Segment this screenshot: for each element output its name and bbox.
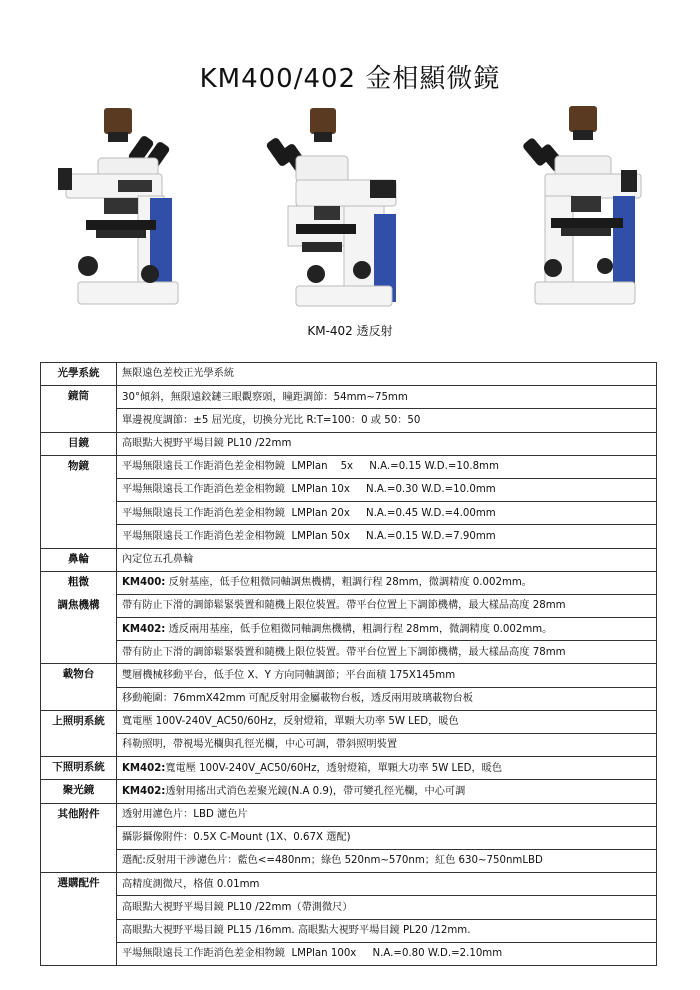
spec-row [41,618,657,641]
spec-value [117,849,657,872]
spec-category: 選購配件 [41,873,117,896]
spec-text: 帶有防止下滑的調節鬆緊裝置和隨機上限位裝置。帶平台位置上下調節機構，最大樣品高度 28mm [122,600,566,612]
microscope-photo-right [505,96,655,318]
spec-category: 物鏡 [41,455,117,478]
spec-text: 攝影攝像附件：0.5X C-Mount (1X、0.67X 選配) [122,832,351,844]
spec-category [41,641,117,664]
spec-category: 調焦機構 [41,594,117,617]
spec-category [41,896,117,919]
spec-row [41,803,657,826]
model-label: KM402: [122,762,166,774]
spec-text: 移動範圍：76mmX42mm 可配反射用金屬載物台板，透反兩用玻璃載物台板 [122,693,473,705]
spec-text: 透射用濾色片：LBD 濾色片 [122,809,248,821]
model-label: KM402: [122,785,166,797]
spec-value [117,803,657,826]
spec-row [41,942,657,965]
spec-category: 鏡筒 [41,386,117,409]
spec-text: 高眼點大視野平場目鏡 PL10 /22mm [122,438,292,450]
spec-row [41,919,657,942]
spec-text: 30°傾斜，無限遠鉸鏈三眼觀察頭，瞳距調節：54mm~75mm [122,391,408,403]
spec-text: 寬電壓 100V-240V_AC50/60Hz，透射燈箱，單顆大功率 5W LED，暖色 [165,762,503,774]
spec-text: 平場無限遠長工作距消色差金相物鏡 LMPlan 100x N.A.=0.80 W.D.=2.10mm [122,948,503,960]
spec-value [117,873,657,896]
spec-row [41,478,657,501]
spec-category [41,409,117,432]
spec-row [41,641,657,664]
spec-table [40,362,657,966]
spec-category: 聚光鏡 [41,780,117,803]
spec-row [41,757,657,780]
spec-value [117,757,657,780]
spec-value [117,432,657,455]
spec-row [41,432,657,455]
spec-category [41,502,117,525]
spec-category: 目鏡 [41,432,117,455]
spec-row [41,386,657,409]
spec-value [117,478,657,501]
spec-value [117,571,657,594]
spec-row [41,363,657,386]
spec-category: 其他附件 [41,803,117,826]
spec-text: 寬電壓 100V-240V_AC50/60Hz，反射燈箱，單顆大功率 5W LED，暖色 [122,716,459,728]
spec-value [117,710,657,733]
spec-category: 載物台 [41,664,117,687]
spec-row [41,710,657,733]
spec-category: 下照明系統 [41,757,117,780]
spec-text: 平場無限遠長工作距消色差金相物鏡 LMPlan 5x N.A.=0.15 W.D.=10.8mm [122,461,499,473]
spec-value [117,664,657,687]
spec-value [117,641,657,664]
spec-text: 科勒照明，帶視場光欄與孔徑光欄，中心可調，帶斜照明裝置 [122,739,398,751]
spec-value [117,618,657,641]
spec-category: 粗微 [41,571,117,594]
model-label: KM400: [122,577,166,589]
spec-row [41,502,657,525]
spec-row [41,826,657,849]
spec-row [41,455,657,478]
spec-row [41,525,657,548]
spec-category: 鼻輪 [41,548,117,571]
spec-value [117,896,657,919]
spec-category [41,919,117,942]
model-label: KM402: [122,623,166,635]
spec-text: 帶有防止下滑的調節鬆緊裝置和隨機上限位裝置。帶平台位置上下調節機構，最大樣品高度 78mm [122,646,566,658]
spec-text: 平場無限遠長工作距消色差金相物鏡 LMPlan 20x N.A.=0.45 W.D.=4.00mm [122,507,496,519]
spec-value [117,594,657,617]
spec-text: 內定位五孔鼻輪 [122,553,194,565]
spec-category: 上照明系統 [41,710,117,733]
spec-row [41,571,657,594]
spec-row [41,687,657,710]
microscope-photo-center [252,96,402,318]
spec-value [117,548,657,571]
spec-value [117,919,657,942]
spec-text: 高精度測微尺，格值 0.01mm [122,878,260,890]
spec-value [117,780,657,803]
spec-row [41,780,657,803]
spec-text: 反射基座，低手位粗微同軸調焦機構，粗調行程 28mm，微調精度 0.002mm。 [165,577,532,589]
spec-row [41,409,657,432]
spec-text: 平場無限遠長工作距消色差金相物鏡 LMPlan 50x N.A.=0.15 W.D.=7.90mm [122,530,496,542]
spec-row [41,594,657,617]
spec-text: 平場無限遠長工作距消色差金相物鏡 LMPlan 10x N.A.=0.30 W.D.=10.0mm [122,484,496,496]
spec-category [41,826,117,849]
spec-value [117,942,657,965]
spec-row [41,734,657,757]
spec-value [117,363,657,386]
spec-category [41,942,117,965]
spec-text: 高眼點大視野平場目鏡 PL10 /22mm（帶測微尺） [122,901,353,913]
spec-value [117,525,657,548]
spec-value [117,386,657,409]
spec-value [117,687,657,710]
spec-row [41,548,657,571]
spec-text: 選配:反射用干涉濾色片：藍色<=480nm；綠色 520nm~570nm；紅色 630~750nmLBD [122,855,543,867]
spec-category [41,849,117,872]
spec-category [41,478,117,501]
spec-text: 雙層機械移動平台，低手位 X、Y 方向同軸調節；平台面積 175X145mm [122,669,456,681]
spec-category [41,525,117,548]
spec-category: 光學系統 [41,363,117,386]
spec-text: 無限遠色差校正光學系統 [122,368,235,380]
spec-text: 透反兩用基座，低手位粗微同軸調焦機構，粗調行程 28mm，微調精度 0.002mm。 [165,623,553,635]
spec-category [41,687,117,710]
spec-row [41,664,657,687]
spec-row [41,849,657,872]
spec-value [117,734,657,757]
spec-value [117,826,657,849]
spec-category [41,734,117,757]
spec-row [41,896,657,919]
spec-row [41,873,657,896]
spec-text: 高眼點大視野平場目鏡 PL15 /16mm. 高眼點大視野平場目鏡 PL20 /12mm. [122,924,471,936]
page-title: KM400/402 金相顯微鏡 [199,64,501,94]
spec-text: 透射用搖出式消色差聚光鏡(N.A 0.9)，帶可變孔徑光欄，中心可調 [165,785,466,797]
photo-caption: KM-402 透反射 [307,324,393,338]
spec-category [41,618,117,641]
microscope-photo-left [38,96,188,318]
spec-text: 單邊視度調節：±5 屈光度，切換分光比 R:T=100：0 或 50：50 [122,414,421,426]
spec-value [117,455,657,478]
spec-value [117,502,657,525]
spec-value [117,409,657,432]
